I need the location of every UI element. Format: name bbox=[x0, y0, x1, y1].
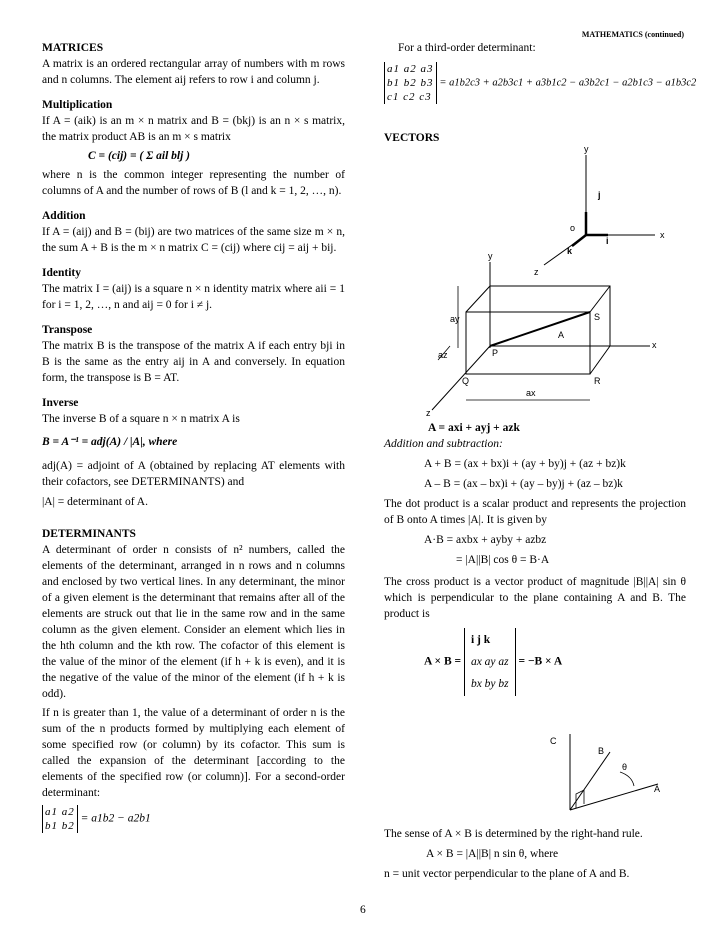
box-front-face bbox=[466, 312, 590, 374]
difference-equation: A – B = (ax – bx)i + (ay – by)j + (az – bz)k bbox=[424, 478, 623, 490]
ay-label: ay bbox=[450, 314, 460, 324]
cross-product-determinant bbox=[384, 628, 686, 696]
y-label: y bbox=[488, 251, 493, 261]
left-column bbox=[42, 40, 345, 833]
addition-text: If A = (aij) and B = (bij) are two matrices of the same size m × n, the sum A + B is the m × n matrix C = (cij) where cij = aij + bij. bbox=[42, 226, 345, 254]
cross-magnitude: A × B = |A||B| n sin θ, where bbox=[426, 848, 559, 860]
determinants-para-2: If n is greater than 1, the value of a determinant of order n is the sum of the n products formed by multiplying each element of some specified row (or column) by its cofactor. This sum is called the expansion of the determinant [according to the elements of the specified row (or column)]. For a second-order determinant: bbox=[42, 707, 345, 799]
x-label: x bbox=[660, 230, 665, 240]
i-label: i bbox=[606, 236, 609, 246]
inverse-heading: Inverse bbox=[42, 397, 79, 409]
a-label: A bbox=[654, 784, 661, 794]
inverse-text: The inverse B of a square n × n matrix A is bbox=[42, 413, 240, 425]
z-label: z bbox=[426, 408, 431, 418]
z-label: z bbox=[534, 267, 539, 275]
matrices-heading: MATRICES bbox=[42, 42, 104, 54]
theta-label: θ bbox=[622, 762, 628, 772]
ax-label: ax bbox=[526, 388, 536, 398]
right-hand-rule-text: The sense of A × B is determined by the right-hand rule. bbox=[384, 828, 643, 840]
dot-equation-1: A·B = axbx + ayby + azbz bbox=[424, 534, 547, 546]
j-label: j bbox=[598, 190, 601, 200]
det-row: b1 b2 b3 bbox=[387, 77, 434, 89]
multiplication-heading: Multiplication bbox=[42, 99, 113, 111]
second-order-rhs: = a1b2 − a2b1 bbox=[80, 812, 151, 825]
multiplication-note: where n is the common integer representing the number of columns of A and the number of rows of B (l and k = 1, 2, …, n). bbox=[42, 169, 345, 197]
cross-product-figure bbox=[530, 728, 690, 816]
vector-a bbox=[490, 312, 590, 346]
right-column bbox=[384, 40, 697, 146]
cross-rhs: = −B × A bbox=[518, 655, 563, 668]
matrices-intro: A matrix is an ordered rectangular array of numbers with m rows and n columns. The element aij refers to row i and column j. bbox=[42, 58, 345, 86]
determinant-of-a-text: |A| = determinant of A. bbox=[42, 496, 148, 508]
right-hand-rule-block bbox=[384, 826, 686, 882]
x-label: x bbox=[652, 340, 657, 350]
theta-arc bbox=[620, 772, 634, 786]
third-order-determinant bbox=[384, 62, 697, 104]
transpose-heading: Transpose bbox=[42, 324, 93, 336]
k-vector bbox=[572, 235, 586, 246]
c-label: C bbox=[550, 736, 557, 746]
box-edge bbox=[590, 286, 610, 312]
second-order-determinant bbox=[42, 805, 345, 833]
det-row: c1 c2 c3 bbox=[387, 91, 432, 103]
q-label: Q bbox=[462, 376, 470, 386]
running-head: MATHEMATICS (continued) bbox=[581, 30, 684, 39]
identity-heading: Identity bbox=[42, 267, 81, 279]
n-definition: n = unit vector perpendicular to the plane of A and B. bbox=[384, 868, 630, 880]
add-sub-label: Addition and subtraction: bbox=[384, 438, 503, 450]
determinants-para-1: A determinant of order n consists of n² numbers, called the elements of the determinant, arranged in n rows and n columns and enclosed by two vertical lines. In any determinant, the minor of a given element is the determinant that remains after all of the elements are struck out that lie in the same row and in the same column as the given element. Consider an element which lies in the hth column and the kth row. The cofactor of this element is the value of the minor of the element (if h + k is even), and it is the negative of the value of the minor of the element (if h + k is odd). bbox=[42, 544, 345, 700]
inverse-equation: B = A⁻¹ = adj(A) / |A|, where bbox=[42, 436, 178, 448]
adjoint-text: adj(A) = adjoint of A (obtained by replacing AT elements with their cofactors, see DETERMINANTS) and bbox=[42, 460, 345, 488]
third-order-rhs: = a1b2c3 + a2b3c1 + a3b1c2 − a3b2c1 − a2b1c3 − a1b3c2 bbox=[439, 77, 697, 89]
cross-matrix bbox=[464, 628, 516, 696]
det-row: a1 a2 bbox=[45, 806, 75, 818]
dot-product-text: The dot product is a scalar product and represents the projection of B onto A times |A|. It is given by bbox=[384, 498, 686, 526]
k-label: k bbox=[567, 246, 573, 256]
page-number: 6 bbox=[360, 904, 366, 916]
p-label: P bbox=[492, 348, 499, 358]
s-label: S bbox=[594, 312, 601, 322]
box-back-edges bbox=[490, 286, 610, 346]
dot-equation-2: = |A||B| cos θ = B·A bbox=[456, 554, 550, 566]
az-label: az bbox=[438, 350, 448, 360]
cross-row: bx by bz bbox=[470, 678, 509, 690]
r-label: R bbox=[594, 376, 601, 386]
vectors-heading: VECTORS bbox=[384, 132, 440, 144]
a-definition: A = axi + ayj + azk bbox=[428, 422, 520, 434]
multiplication-equation: C = (cij) = ( Σ ail blj ) bbox=[88, 150, 190, 162]
identity-text: The matrix I = (aij) is a square n × n identity matrix where aii = 1 for i = 1, 2, …, n and aij = 0 for i ≠ j. bbox=[42, 283, 345, 311]
o-label: o bbox=[570, 223, 576, 233]
third-order-label: For a third-order determinant: bbox=[398, 42, 536, 54]
vector-box-diagram bbox=[418, 250, 663, 420]
vector-algebra bbox=[384, 420, 686, 696]
cross-row: ax ay az bbox=[470, 656, 509, 668]
second-order-matrix bbox=[42, 805, 78, 833]
det-row: b1 b2 bbox=[45, 820, 75, 832]
vector-a-line bbox=[570, 784, 661, 810]
cross-row: i j k bbox=[470, 634, 491, 646]
addition-heading: Addition bbox=[42, 210, 86, 222]
box-edge bbox=[466, 286, 490, 312]
box-edge bbox=[590, 346, 610, 374]
transpose-text: The matrix B is the transpose of the matrix A if each entry bji in B is the same as the entry aij in A and conversely. In equation form, the transpose is B = AT. bbox=[42, 340, 345, 384]
cross-product-text: The cross product is a vector product of magnitude |B||A| sin θ which is perpendicular to the plane containing A and B. The product is bbox=[384, 576, 686, 620]
b-label: B bbox=[598, 746, 605, 756]
det-row: a1 a2 a3 bbox=[387, 63, 434, 75]
sum-equation: A + B = (ax + bx)i + (ay + by)j + (az + bz)k bbox=[424, 458, 626, 470]
third-order-matrix bbox=[384, 62, 437, 104]
cross-lhs: A × B = bbox=[424, 655, 462, 668]
a-label: A bbox=[558, 330, 565, 340]
determinants-heading: DETERMINANTS bbox=[42, 528, 136, 540]
y-label: y bbox=[584, 144, 589, 154]
multiplication-text: If A = (aik) is an m × n matrix and B = (bkj) is an n × s matrix, the matrix product AB is an m × s matrix bbox=[42, 115, 345, 143]
